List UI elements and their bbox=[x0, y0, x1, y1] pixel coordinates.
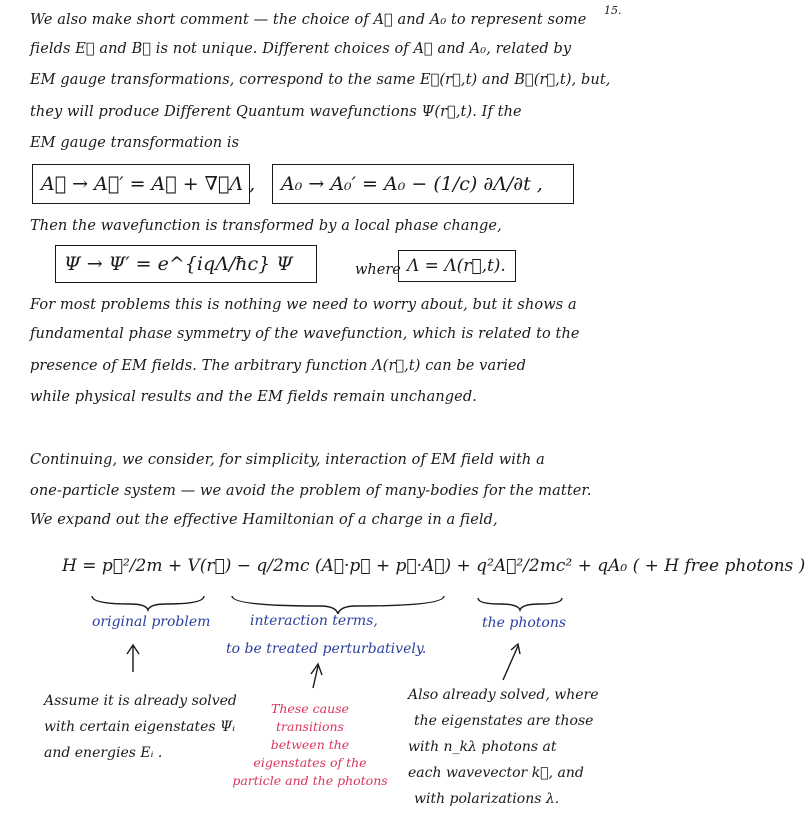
para1-line-3: EM gauge transformations, correspond to the same E⃗(r⃗,t) and B⃗(r⃗,t), but, bbox=[30, 72, 611, 88]
para4-line-2: one-particle system — we avoid the problem of many-bodies for the matter. bbox=[30, 483, 592, 499]
arrow-right bbox=[503, 644, 520, 680]
lambda-definition: Λ = Λ(r⃗,t). bbox=[398, 250, 516, 282]
para3-line-2: fundamental phase symmetry of the wavefunction, which is related to the bbox=[30, 326, 580, 342]
para4-line-3: We expand out the effective Hamiltonian of a charge in a field, bbox=[30, 512, 498, 528]
gauge-equation-vector: A⃗ → A⃗′ = A⃗ + ∇⃗Λ , bbox=[32, 164, 250, 204]
para3-line-3: presence of EM fields. The arbitrary function Λ(r⃗,t) can be varied bbox=[30, 358, 527, 374]
para3-line-4: while physical results and the EM fields remain unchanged. bbox=[30, 389, 477, 405]
para1-line-5: EM gauge transformation is bbox=[30, 135, 240, 151]
hamiltonian-equation: H = p⃗²/2m + V(r⃗) − q/2mc (A⃗·p⃗ + p⃗·A⃗) + q²A⃗²/2mc² + qA₀ ( + H free photons ) bbox=[62, 556, 805, 576]
label-the-photons: the photons bbox=[482, 615, 567, 631]
note-red-transitions: These cause transitions between the eigenstates of the particle and the photons bbox=[232, 701, 388, 788]
para2: Then the wavefunction is transformed by a local phase change, bbox=[30, 218, 502, 234]
brace-interaction bbox=[232, 596, 444, 614]
brace-original bbox=[92, 596, 204, 610]
label-interaction-terms: interaction terms, bbox=[250, 613, 378, 629]
para4-line-1: Continuing, we consider, for simplicity, interaction of EM field with a bbox=[30, 452, 545, 468]
where-word: where bbox=[355, 262, 401, 278]
arrow-middle bbox=[311, 664, 322, 688]
para1-line-4: they will produce Different Quantum wavefunctions Ψ(r⃗,t). If the bbox=[30, 104, 522, 120]
brace-photons bbox=[478, 598, 562, 610]
label-original-problem: original problem bbox=[92, 614, 211, 630]
gauge-equation-scalar: A₀ → A₀′ = A₀ − (1/c) ∂Λ/∂t , bbox=[272, 164, 574, 204]
phase-change-equation: Ψ → Ψ′ = e^{iqΛ/ħc} Ψ bbox=[55, 245, 317, 283]
para1-line-2: fields E⃗ and B⃗ is not unique. Different choices of A⃗ and A₀, related by bbox=[30, 41, 572, 57]
para1-line-1: We also make short comment — the choice of A⃗ and A₀ to represent some bbox=[30, 12, 587, 28]
note-left: Assume it is already solved with certain eigenstates Ψᵢ and energies Eᵢ . bbox=[44, 693, 237, 761]
label-perturbatively: to be treated perturbatively. bbox=[226, 641, 427, 657]
page-number: 15. bbox=[604, 4, 622, 17]
para3-line-1: For most problems this is nothing we need to worry about, but it shows a bbox=[30, 297, 577, 313]
arrow-left bbox=[127, 645, 139, 672]
note-right: Also already solved, where the eigenstates are those with n_kλ photons at each wavevector k⃗, and with polarizations λ. bbox=[408, 687, 599, 807]
